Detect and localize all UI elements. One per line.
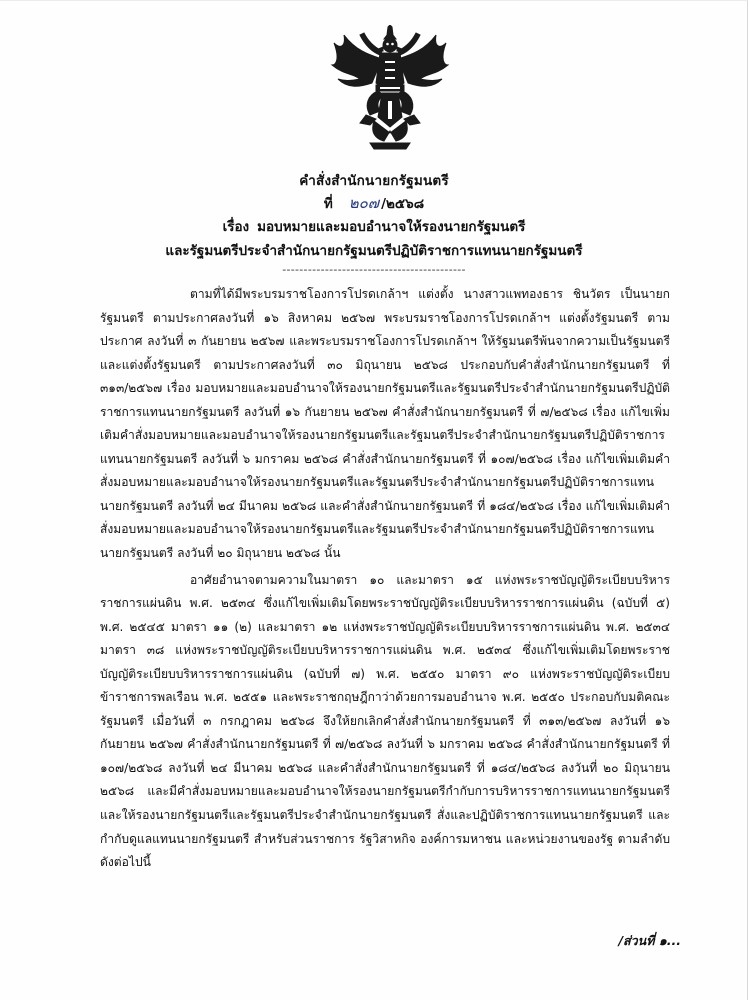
subject-label: เรื่อง — [222, 219, 250, 235]
paragraph-1: ตามที่ได้มีพระบรมราชโองการโปรดเกล้าฯ แต่งตั้ง นางสาวแพทองธาร ชินวัตร เป็นนายกรัฐมนตรี ตามประกาศลงวันที่ ๑๖ สิงหาคม ๒๕๖๗ พระบรมราชโองการโปรดเกล้าฯ แต่งตั้งรัฐมนตรี ตามประกาศ ลงวันที่ ๓ กันยายน ๒๕๖๗ และพระบรมราชโองการโปรดเกล้าฯ ให้รัฐมนตรีพ้นจากความเป็นรัฐมนตรีและแต่งตั้งรัฐมนตรี ตามประกาศลงวันที่ ๓๐ มิถุนายน ๒๕๖๘ ประกอบกับคำสั่งสำนักนายกรัฐมนตรี ที่ ๓๑๓/๒๕๖๗ เรื่อง มอบหมายและมอบอำนาจให้รองนายกรัฐมนตรีและรัฐมนตรีประจำสำนักนายกรัฐมนตรีปฏิบัติราชการแทนนายกรัฐมนตรี ลงวันที่ ๑๖ กันยายน ๒๕๖๗ คำสั่งสำนักนายกรัฐมนตรี ที่ ๗/๒๕๖๘ เรื่อง แก้ไขเพิ่มเติมคำสั่งมอบหมายและมอบอำนาจให้รองนายกรัฐมนตรีและรัฐมนตรีประจำสำนักนายกรัฐมนตรีปฏิบัติราชการแทนนายกรัฐมนตรี ลงวันที่ ๖ มกราคม ๒๕๖๘ คำสั่งสำนักนายกรัฐมนตรี ที่ ๑๐๗/๒๕๖๘ เรื่อง แก้ไขเพิ่มเติมคำสั่งมอบหมายและมอบอำนาจให้รองนายกรัฐมนตรีและรัฐมนตรีประจำสำนักนายกรัฐมนตรีปฏิบัติราชการแทนนายกรัฐมนตรี ลงวันที่ ๒๔ มีนาคม ๒๕๖๘ และคำสั่งสำนักนายกรัฐมนตรี ที่ ๑๘๔/๒๕๖๘ เรื่อง แก้ไขเพิ่มเติมคำสั่งมอบหมายและมอบอำนาจให้รองนายกรัฐมนตรีและรัฐมนตรีประจำสำนักนายกรัฐมนตรีปฏิบัติราชการแทนนายกรัฐมนตรี ลงวันที่ ๒๐ มิถุนายน ๒๕๖๘ นั้น — [100, 287, 670, 561]
continuation-note: /ส่วนที่ ๑... — [618, 933, 681, 948]
subject-line-2: และรัฐมนตรีประจำสำนักนายกรัฐมนตรีปฏิบัติราชการแทนนายกรัฐมนตรี — [165, 243, 583, 259]
garuda-emblem-icon — [330, 25, 450, 151]
document-number — [0, 191, 748, 215]
divider: ------------------------------------------- — [282, 263, 466, 276]
number-label: ที่ — [323, 196, 333, 212]
number-year: /๒๕๖๘ — [381, 196, 425, 212]
document-title: คำสั่งสำนักนายกรัฐมนตรี — [299, 173, 449, 189]
document-body — [100, 283, 670, 875]
subject-text-1: มอบหมายและมอบอำนาจให้รองนายกรัฐมนตรี — [257, 219, 526, 235]
handwritten-number: ๒๐๗ — [348, 194, 380, 212]
paragraph-2: อาศัยอำนาจตามความในมาตรา ๑๐ และมาตรา ๑๕ แห่งพระราชบัญญัติระเบียบบริหารราชการแผ่นดิน พ.ศ. ๒๕๓๔ ซึ่งแก้ไขเพิ่มเติมโดยพระราชบัญญัติระเบียบบริหารราชการแผ่นดิน (ฉบับที่ ๕) พ.ศ. ๒๕๔๕ มาตรา ๑๑ (๒) และมาตรา ๑๒ แห่งพระราชบัญญัติระเบียบบริหารราชการแผ่นดิน พ.ศ. ๒๕๓๔ มาตรา ๓๘ แห่งพระราชบัญญัติระเบียบบริหารราชการแผ่นดิน พ.ศ. ๒๕๓๔ ซึ่งแก้ไขเพิ่มเติมโดยพระราชบัญญัติระเบียบบริหารราชการแผ่นดิน (ฉบับที่ ๗) พ.ศ. ๒๕๕๐ มาตรา ๙๐ แห่งพระราชบัญญัติระเบียบข้าราชการพลเรือน พ.ศ. ๒๕๕๑ และพระราชกฤษฎีกาว่าด้วยการมอบอำนาจ พ.ศ. ๒๕๕๐ ประกอบกับมติคณะรัฐมนตรี เมื่อวันที่ ๓ กรกฎาคม ๒๕๖๘ จึงให้ยกเลิกคำสั่งสำนักนายกรัฐมนตรี ที่ ๓๑๓/๒๕๖๗ ลงวันที่ ๑๖ กันยายน ๒๕๖๗ คำสั่งสำนักนายกรัฐมนตรี ที่ ๗/๒๕๖๘ ลงวันที่ ๖ มกราคม ๒๕๖๘ คำสั่งสำนักนายกรัฐมนตรี ที่ ๑๐๗/๒๕๖๘ ลงวันที่ ๒๔ มีนาคม ๒๕๖๘ และคำสั่งสำนักนายกรัฐมนตรี ที่ ๑๘๔/๒๕๖๘ ลงวันที่ ๒๐ มิถุนายน ๒๕๖๘ และมีคำสั่งมอบหมายและมอบอำนาจให้รองนายกรัฐมนตรีกำกับการบริหารราชการแทนนายกรัฐมนตรี และให้รองนายกรัฐมนตรีและรัฐมนตรีประจำสำนักนายกรัฐมนตรี สั่งและปฏิบัติราชการแทนนายกรัฐมนตรี และกำกับดูแลแทนนายกรัฐมนตรี สำหรับส่วนราชการ รัฐวิสาหกิจ องค์การมหาชน และหน่วยงานของรัฐ ตามลำดับ ดังต่อไปนี้ — [100, 572, 670, 870]
subject-line-1 — [0, 215, 748, 237]
